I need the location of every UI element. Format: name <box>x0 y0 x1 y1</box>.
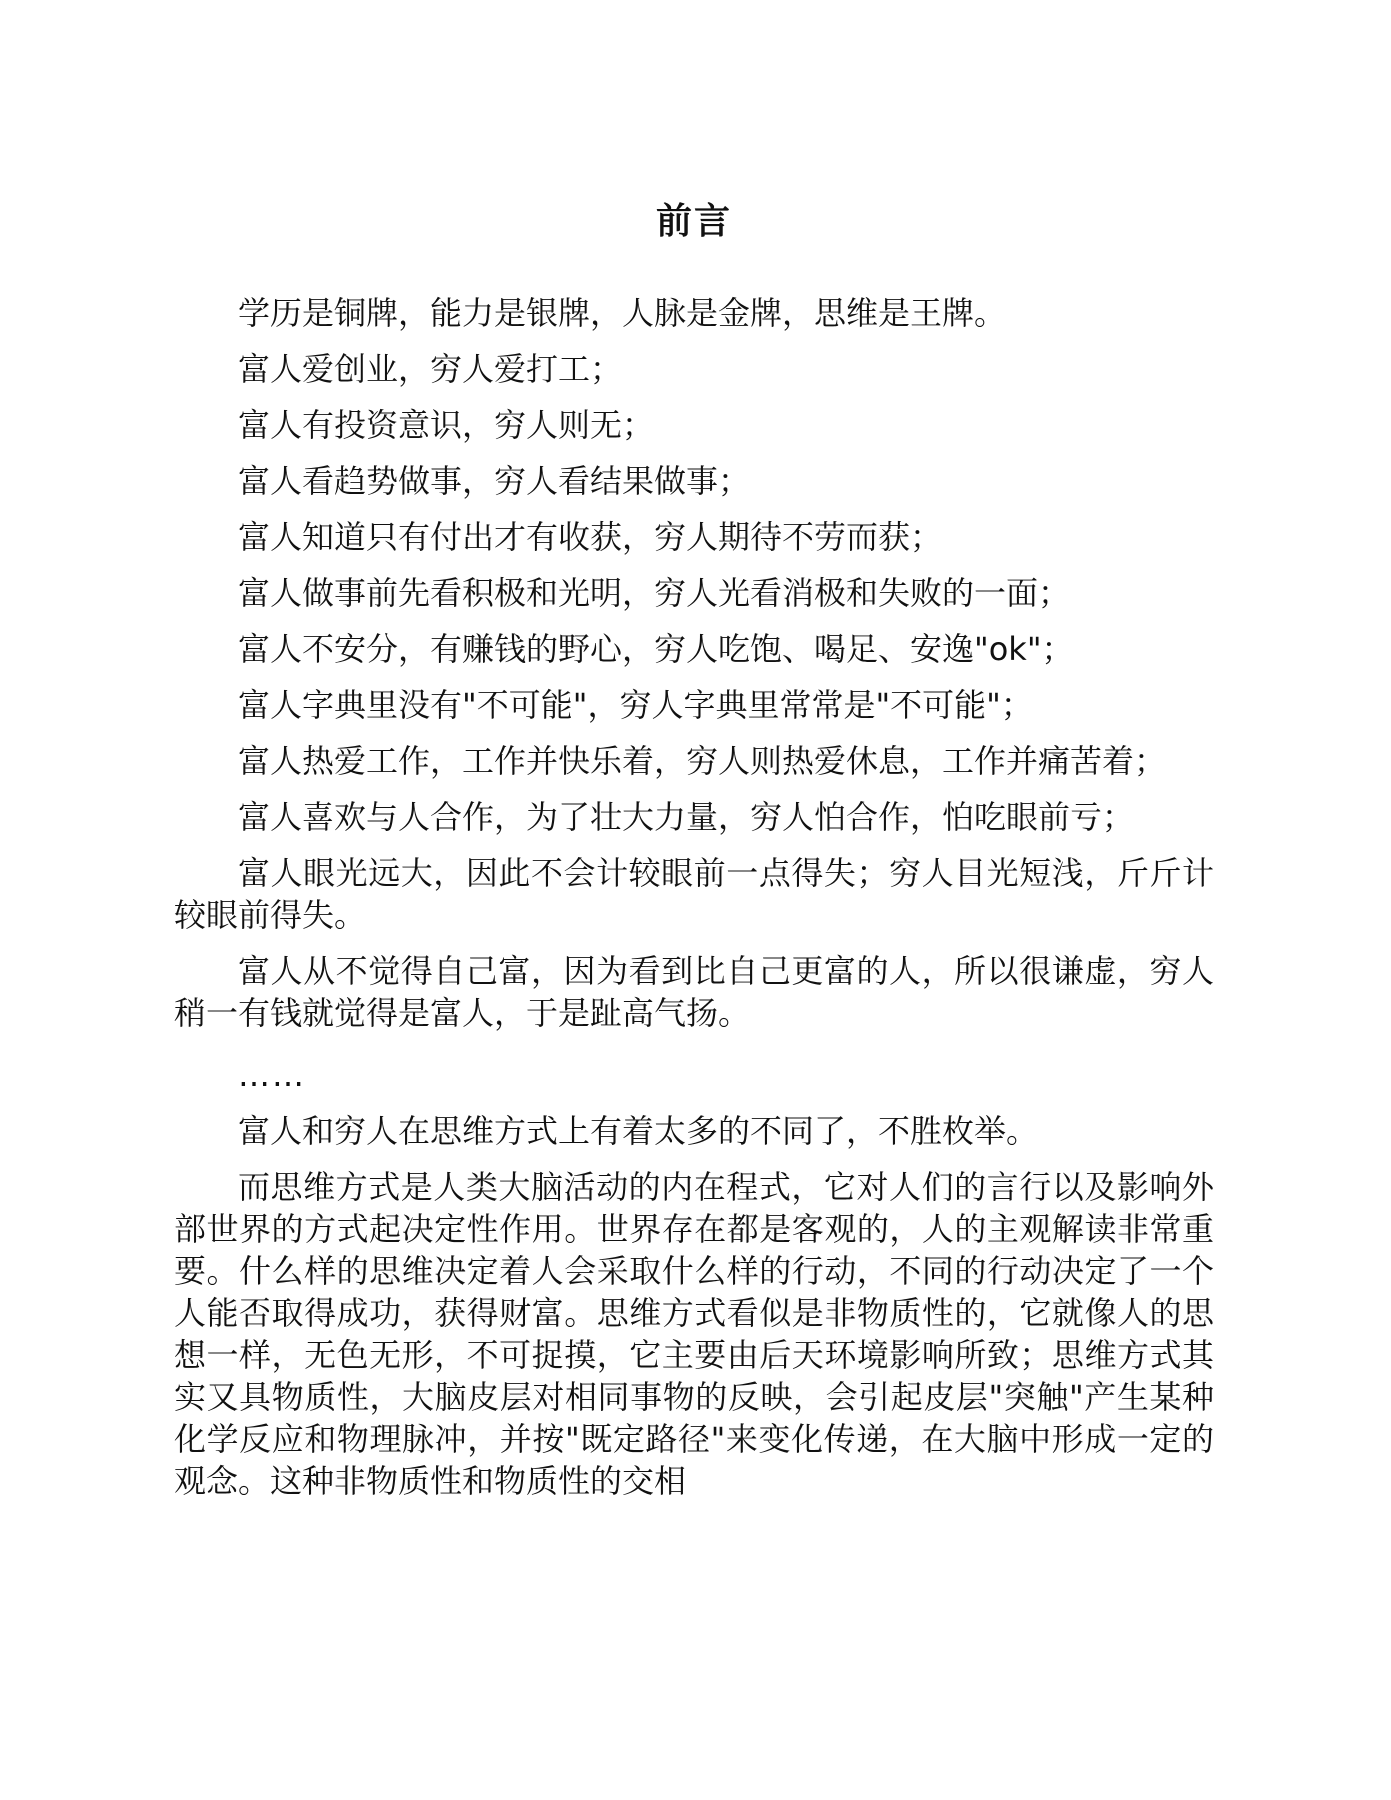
document-page <box>174 200 1214 1502</box>
paragraph: 富人爱创业，穷人爱打工； <box>238 350 623 388</box>
paragraph: 富人做事前先看积极和光明，穷人光看消极和失败的一面； <box>238 574 1071 612</box>
page-title: 前言 <box>655 201 732 242</box>
paragraph: 富人看趋势做事，穷人看结果做事； <box>238 462 751 500</box>
paragraph: 富人眼光远大，因此不会计较眼前一点得失；穷人目光短浅，斤斤计较眼前得失。 <box>174 854 1214 934</box>
paragraph: 富人热爱工作，工作并快乐着，穷人则热爱休息，工作并痛苦着； <box>238 742 1167 780</box>
paragraph: 富人知道只有付出才有收获，穷人期待不劳而获； <box>238 518 943 556</box>
paragraph: 富人字典里没有"不可能"，穷人字典里常常是"不可能"； <box>238 686 1033 724</box>
paragraph: 富人从不觉得自己富，因为看到比自己更富的人，所以很谦虚，穷人稍一有钱就觉得是富人，于是趾高气扬。 <box>174 952 1214 1032</box>
paragraph: 富人和穷人在思维方式上有着太多的不同了，不胜枚举。 <box>238 1112 1039 1150</box>
paragraph: 富人有投资意识，穷人则无； <box>238 406 655 444</box>
ellipsis-paragraph: …… <box>238 1056 306 1094</box>
paragraph: 富人喜欢与人合作，为了壮大力量，穷人怕合作，怕吃眼前亏； <box>238 798 1135 836</box>
paragraph: 学历是铜牌，能力是银牌，人脉是金牌，思维是王牌。 <box>238 294 1007 332</box>
paragraph: 而思维方式是人类大脑活动的内在程式，它对人们的言行以及影响外部世界的方式起决定性作用。世界存在都是客观的，人的主观解读非常重要。什么样的思维决定着人会采取什么样的行动，不同的行动决定了一个人能否取得成功，获得财富。思维方式看似是非物质性的，它就像人的思想一样，无色无形，不可捉摸，它主要由后天环境影响所致；思维方式其实又具物质性，大脑皮层对相同事物的反映，会引起皮层"突触"产生某种化学反应和物理脉冲，并按"既定路径"来变化传递，在大脑中形成一定的观念。这种非物质性和物质性的交相 <box>174 1168 1214 1500</box>
paragraph: 富人不安分，有赚钱的野心，穷人吃饱、喝足、安逸"ok"； <box>238 630 1074 668</box>
